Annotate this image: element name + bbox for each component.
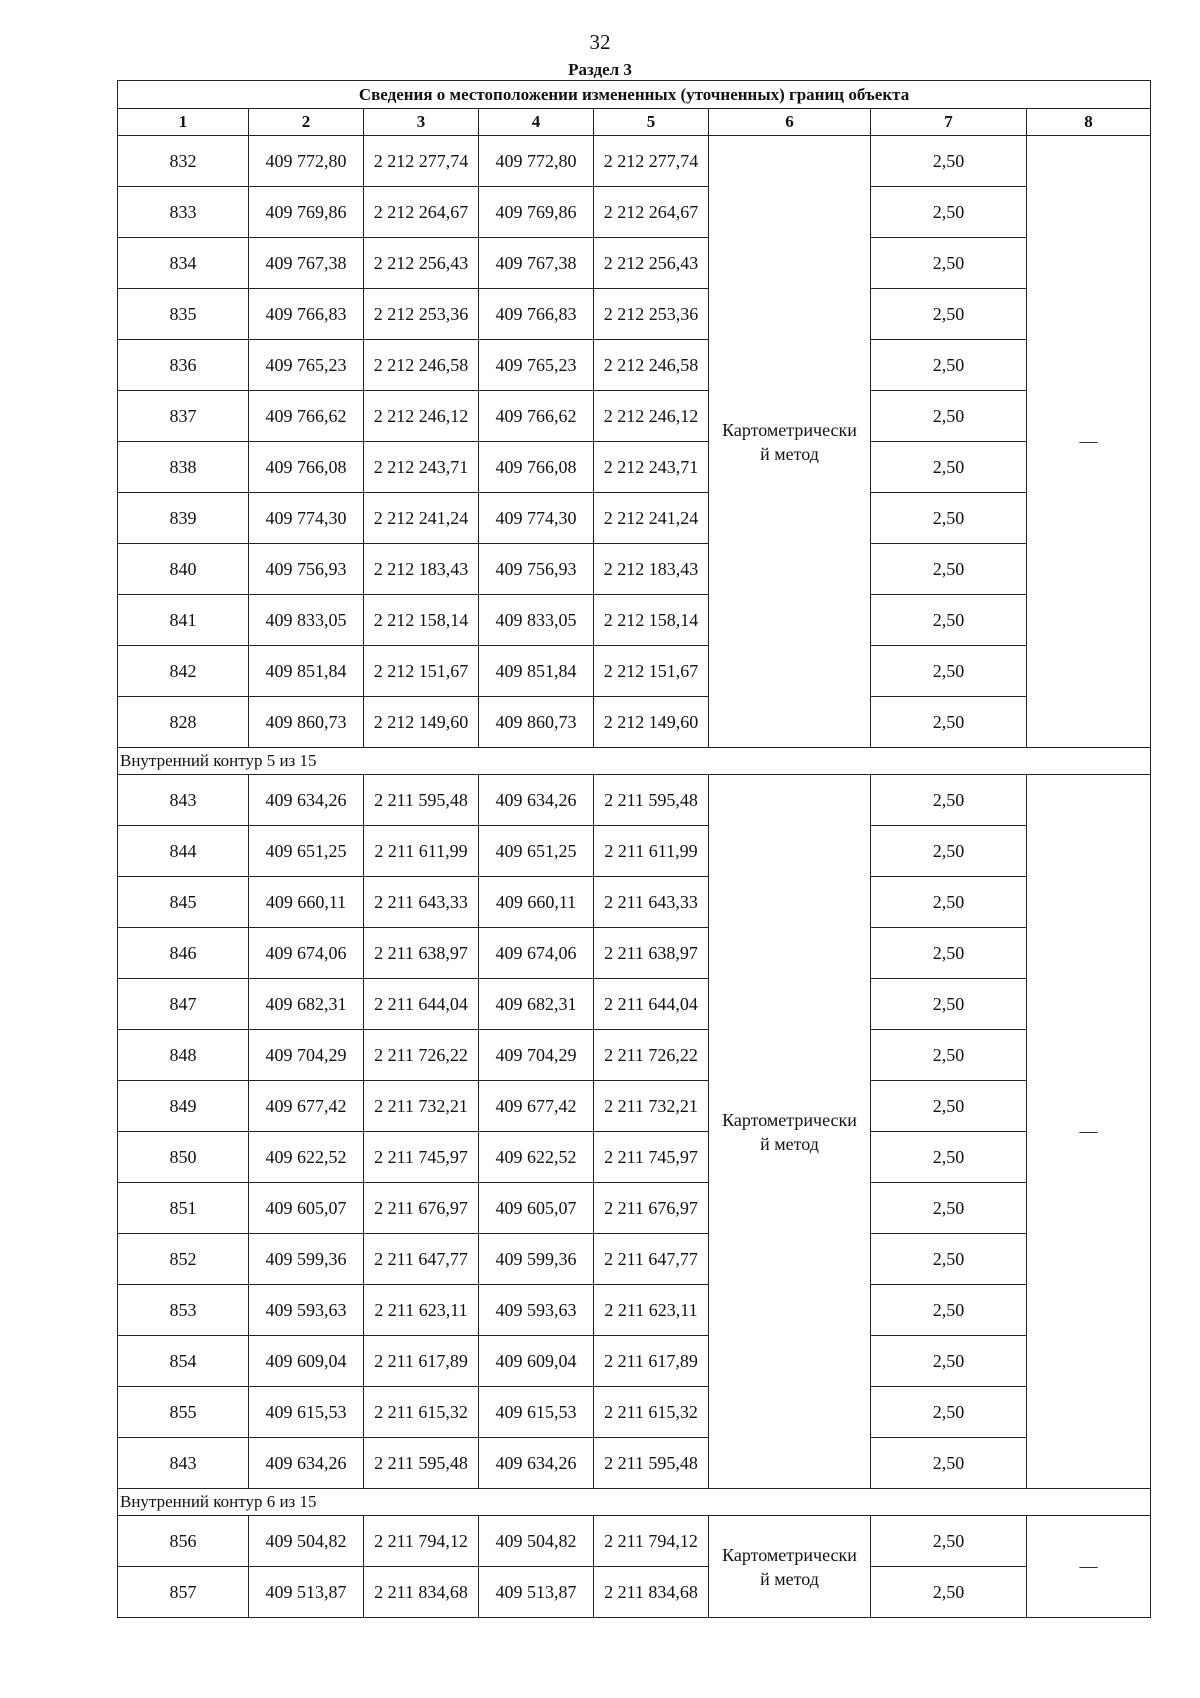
x-existing: 409 851,84	[249, 646, 364, 697]
accuracy: 2,50	[871, 1030, 1027, 1081]
point-number: 834	[118, 238, 249, 289]
y-new: 2 211 794,12	[594, 1516, 709, 1567]
col8-dash: —	[1027, 775, 1151, 1489]
method-line-2: й метод	[760, 1133, 819, 1154]
x-existing: 409 860,73	[249, 697, 364, 748]
y-new: 2 212 256,43	[594, 238, 709, 289]
x-new: 409 513,87	[479, 1567, 594, 1618]
accuracy: 2,50	[871, 289, 1027, 340]
boundary-table	[117, 80, 1151, 1618]
y-existing: 2 212 246,12	[364, 391, 479, 442]
x-existing: 409 756,93	[249, 544, 364, 595]
x-new: 409 634,26	[479, 1438, 594, 1489]
y-new: 2 212 264,67	[594, 187, 709, 238]
point-number: 842	[118, 646, 249, 697]
table-row	[118, 775, 1151, 826]
table-row	[118, 136, 1151, 187]
point-number: 835	[118, 289, 249, 340]
x-existing: 409 674,06	[249, 928, 364, 979]
x-new: 409 609,04	[479, 1336, 594, 1387]
column-number: 6	[709, 109, 871, 136]
x-existing: 409 766,83	[249, 289, 364, 340]
y-new: 2 212 158,14	[594, 595, 709, 646]
accuracy: 2,50	[871, 238, 1027, 289]
y-new: 2 212 149,60	[594, 697, 709, 748]
y-new: 2 211 745,97	[594, 1132, 709, 1183]
accuracy: 2,50	[871, 697, 1027, 748]
x-new: 409 674,06	[479, 928, 594, 979]
y-existing: 2 211 595,48	[364, 775, 479, 826]
x-existing: 409 833,05	[249, 595, 364, 646]
y-new: 2 212 241,24	[594, 493, 709, 544]
x-existing: 409 651,25	[249, 826, 364, 877]
x-existing: 409 660,11	[249, 877, 364, 928]
accuracy: 2,50	[871, 340, 1027, 391]
page-number: 32	[589, 30, 611, 54]
table-row	[118, 1030, 1151, 1081]
point-number: 841	[118, 595, 249, 646]
x-existing: 409 766,08	[249, 442, 364, 493]
x-new: 409 704,29	[479, 1030, 594, 1081]
x-existing: 409 615,53	[249, 1387, 364, 1438]
table-row	[118, 289, 1151, 340]
point-number: 852	[118, 1234, 249, 1285]
x-existing: 409 769,86	[249, 187, 364, 238]
y-existing: 2 212 151,67	[364, 646, 479, 697]
x-new: 409 766,08	[479, 442, 594, 493]
x-new: 409 599,36	[479, 1234, 594, 1285]
y-existing: 2 212 253,36	[364, 289, 479, 340]
x-existing: 409 677,42	[249, 1081, 364, 1132]
y-existing: 2 211 726,22	[364, 1030, 479, 1081]
x-new: 409 622,52	[479, 1132, 594, 1183]
table-row	[118, 1516, 1151, 1567]
y-existing: 2 211 643,33	[364, 877, 479, 928]
table-row	[118, 697, 1151, 748]
table-row	[118, 391, 1151, 442]
point-number: 836	[118, 340, 249, 391]
y-new: 2 211 726,22	[594, 1030, 709, 1081]
method-line-1: Картометрически	[722, 1109, 857, 1130]
y-new: 2 212 243,71	[594, 442, 709, 493]
contour-label-row	[118, 748, 1151, 775]
y-new: 2 211 732,21	[594, 1081, 709, 1132]
method-cell	[709, 1516, 871, 1618]
x-new: 409 851,84	[479, 646, 594, 697]
x-existing: 409 634,26	[249, 1438, 364, 1489]
method-cell	[709, 775, 871, 1489]
y-existing: 2 211 644,04	[364, 979, 479, 1030]
y-existing: 2 212 264,67	[364, 187, 479, 238]
y-new: 2 211 647,77	[594, 1234, 709, 1285]
accuracy: 2,50	[871, 775, 1027, 826]
x-existing: 409 682,31	[249, 979, 364, 1030]
point-number: 851	[118, 1183, 249, 1234]
y-new: 2 211 834,68	[594, 1567, 709, 1618]
point-number: 837	[118, 391, 249, 442]
x-existing: 409 605,07	[249, 1183, 364, 1234]
point-number: 855	[118, 1387, 249, 1438]
y-existing: 2 211 647,77	[364, 1234, 479, 1285]
x-new: 409 766,62	[479, 391, 594, 442]
accuracy: 2,50	[871, 493, 1027, 544]
point-number: 838	[118, 442, 249, 493]
y-new: 2 211 676,97	[594, 1183, 709, 1234]
table-row	[118, 826, 1151, 877]
table-row	[118, 1081, 1151, 1132]
column-number: 1	[118, 109, 249, 136]
y-existing: 2 211 615,32	[364, 1387, 479, 1438]
col8-dash: —	[1027, 1516, 1151, 1618]
y-existing: 2 212 183,43	[364, 544, 479, 595]
x-new: 409 615,53	[479, 1387, 594, 1438]
table-row	[118, 1336, 1151, 1387]
column-number: 8	[1027, 109, 1151, 136]
column-number: 2	[249, 109, 364, 136]
y-existing: 2 211 834,68	[364, 1567, 479, 1618]
y-new: 2 211 644,04	[594, 979, 709, 1030]
x-existing: 409 767,38	[249, 238, 364, 289]
method-line-1: Картометрически	[722, 1544, 857, 1565]
point-number: 848	[118, 1030, 249, 1081]
x-existing: 409 774,30	[249, 493, 364, 544]
y-new: 2 211 638,97	[594, 928, 709, 979]
y-existing: 2 212 243,71	[364, 442, 479, 493]
y-existing: 2 212 149,60	[364, 697, 479, 748]
table-row	[118, 979, 1151, 1030]
method-line-2: й метод	[760, 443, 819, 464]
accuracy: 2,50	[871, 544, 1027, 595]
y-new: 2 211 595,48	[594, 775, 709, 826]
contour-label: Внутренний контур 6 из 15	[118, 1489, 1151, 1516]
table-row	[118, 1234, 1151, 1285]
accuracy: 2,50	[871, 646, 1027, 697]
x-new: 409 504,82	[479, 1516, 594, 1567]
y-existing: 2 212 246,58	[364, 340, 479, 391]
x-existing: 409 504,82	[249, 1516, 364, 1567]
x-new: 409 677,42	[479, 1081, 594, 1132]
x-existing: 409 609,04	[249, 1336, 364, 1387]
point-number: 847	[118, 979, 249, 1030]
point-number: 844	[118, 826, 249, 877]
y-existing: 2 212 256,43	[364, 238, 479, 289]
point-number: 853	[118, 1285, 249, 1336]
x-new: 409 660,11	[479, 877, 594, 928]
table-row	[118, 544, 1151, 595]
y-existing: 2 212 158,14	[364, 595, 479, 646]
y-new: 2 212 246,12	[594, 391, 709, 442]
y-existing: 2 211 611,99	[364, 826, 479, 877]
method-cell	[709, 136, 871, 748]
y-new: 2 212 253,36	[594, 289, 709, 340]
section-title: Раздел 3	[568, 60, 632, 79]
accuracy: 2,50	[871, 1567, 1027, 1618]
point-number: 832	[118, 136, 249, 187]
y-existing: 2 212 241,24	[364, 493, 479, 544]
x-existing: 409 772,80	[249, 136, 364, 187]
x-new: 409 651,25	[479, 826, 594, 877]
x-existing: 409 622,52	[249, 1132, 364, 1183]
y-new: 2 211 617,89	[594, 1336, 709, 1387]
point-number: 849	[118, 1081, 249, 1132]
x-new: 409 772,80	[479, 136, 594, 187]
x-new: 409 605,07	[479, 1183, 594, 1234]
y-existing: 2 211 794,12	[364, 1516, 479, 1567]
y-existing: 2 211 676,97	[364, 1183, 479, 1234]
y-new: 2 212 246,58	[594, 340, 709, 391]
table-row	[118, 1567, 1151, 1618]
accuracy: 2,50	[871, 928, 1027, 979]
x-new: 409 765,23	[479, 340, 594, 391]
accuracy: 2,50	[871, 1516, 1027, 1567]
y-existing: 2 211 638,97	[364, 928, 479, 979]
point-number: 857	[118, 1567, 249, 1618]
accuracy: 2,50	[871, 979, 1027, 1030]
accuracy: 2,50	[871, 1387, 1027, 1438]
accuracy: 2,50	[871, 136, 1027, 187]
table-row	[118, 646, 1151, 697]
accuracy: 2,50	[871, 442, 1027, 493]
accuracy: 2,50	[871, 595, 1027, 646]
table-row	[118, 595, 1151, 646]
y-existing: 2 211 745,97	[364, 1132, 479, 1183]
y-new: 2 211 595,48	[594, 1438, 709, 1489]
accuracy: 2,50	[871, 1336, 1027, 1387]
x-existing: 409 593,63	[249, 1285, 364, 1336]
y-new: 2 212 183,43	[594, 544, 709, 595]
point-number: 856	[118, 1516, 249, 1567]
method-line-1: Картометрически	[722, 419, 857, 440]
x-new: 409 767,38	[479, 238, 594, 289]
x-new: 409 593,63	[479, 1285, 594, 1336]
accuracy: 2,50	[871, 1234, 1027, 1285]
accuracy: 2,50	[871, 877, 1027, 928]
table-row	[118, 877, 1151, 928]
table-title: Сведения о местоположении измененных (уточненных) границ объекта	[118, 81, 1151, 109]
x-existing: 409 765,23	[249, 340, 364, 391]
y-existing: 2 212 277,74	[364, 136, 479, 187]
column-number: 5	[594, 109, 709, 136]
x-new: 409 766,83	[479, 289, 594, 340]
y-new: 2 212 151,67	[594, 646, 709, 697]
y-existing: 2 211 732,21	[364, 1081, 479, 1132]
x-new: 409 860,73	[479, 697, 594, 748]
method-line-2: й метод	[760, 1568, 819, 1589]
y-new: 2 211 643,33	[594, 877, 709, 928]
y-new: 2 211 611,99	[594, 826, 709, 877]
table-row	[118, 1183, 1151, 1234]
x-new: 409 833,05	[479, 595, 594, 646]
table-row	[118, 238, 1151, 289]
point-number: 846	[118, 928, 249, 979]
x-existing: 409 634,26	[249, 775, 364, 826]
point-number: 843	[118, 1438, 249, 1489]
column-number: 4	[479, 109, 594, 136]
accuracy: 2,50	[871, 1285, 1027, 1336]
table-row	[118, 928, 1151, 979]
point-number: 828	[118, 697, 249, 748]
x-new: 409 756,93	[479, 544, 594, 595]
table-row	[118, 1438, 1151, 1489]
contour-label-row	[118, 1489, 1151, 1516]
table-row	[118, 1387, 1151, 1438]
accuracy: 2,50	[871, 187, 1027, 238]
table-row	[118, 1132, 1151, 1183]
y-existing: 2 211 595,48	[364, 1438, 479, 1489]
table-row	[118, 340, 1151, 391]
x-new: 409 769,86	[479, 187, 594, 238]
table-row	[118, 187, 1151, 238]
accuracy: 2,50	[871, 1183, 1027, 1234]
y-existing: 2 211 617,89	[364, 1336, 479, 1387]
table-row	[118, 1285, 1151, 1336]
point-number: 850	[118, 1132, 249, 1183]
table-row	[118, 442, 1151, 493]
x-existing: 409 766,62	[249, 391, 364, 442]
point-number: 839	[118, 493, 249, 544]
x-new: 409 774,30	[479, 493, 594, 544]
column-number: 7	[871, 109, 1027, 136]
contour-label: Внутренний контур 5 из 15	[118, 748, 1151, 775]
accuracy: 2,50	[871, 391, 1027, 442]
point-number: 854	[118, 1336, 249, 1387]
accuracy: 2,50	[871, 826, 1027, 877]
x-existing: 409 599,36	[249, 1234, 364, 1285]
point-number: 843	[118, 775, 249, 826]
accuracy: 2,50	[871, 1132, 1027, 1183]
y-new: 2 211 615,32	[594, 1387, 709, 1438]
point-number: 833	[118, 187, 249, 238]
table-row	[118, 493, 1151, 544]
x-existing: 409 704,29	[249, 1030, 364, 1081]
col8-dash: —	[1027, 136, 1151, 748]
accuracy: 2,50	[871, 1438, 1027, 1489]
column-number: 3	[364, 109, 479, 136]
y-new: 2 211 623,11	[594, 1285, 709, 1336]
y-existing: 2 211 623,11	[364, 1285, 479, 1336]
point-number: 845	[118, 877, 249, 928]
accuracy: 2,50	[871, 1081, 1027, 1132]
x-existing: 409 513,87	[249, 1567, 364, 1618]
point-number: 840	[118, 544, 249, 595]
y-new: 2 212 277,74	[594, 136, 709, 187]
x-new: 409 682,31	[479, 979, 594, 1030]
x-new: 409 634,26	[479, 775, 594, 826]
